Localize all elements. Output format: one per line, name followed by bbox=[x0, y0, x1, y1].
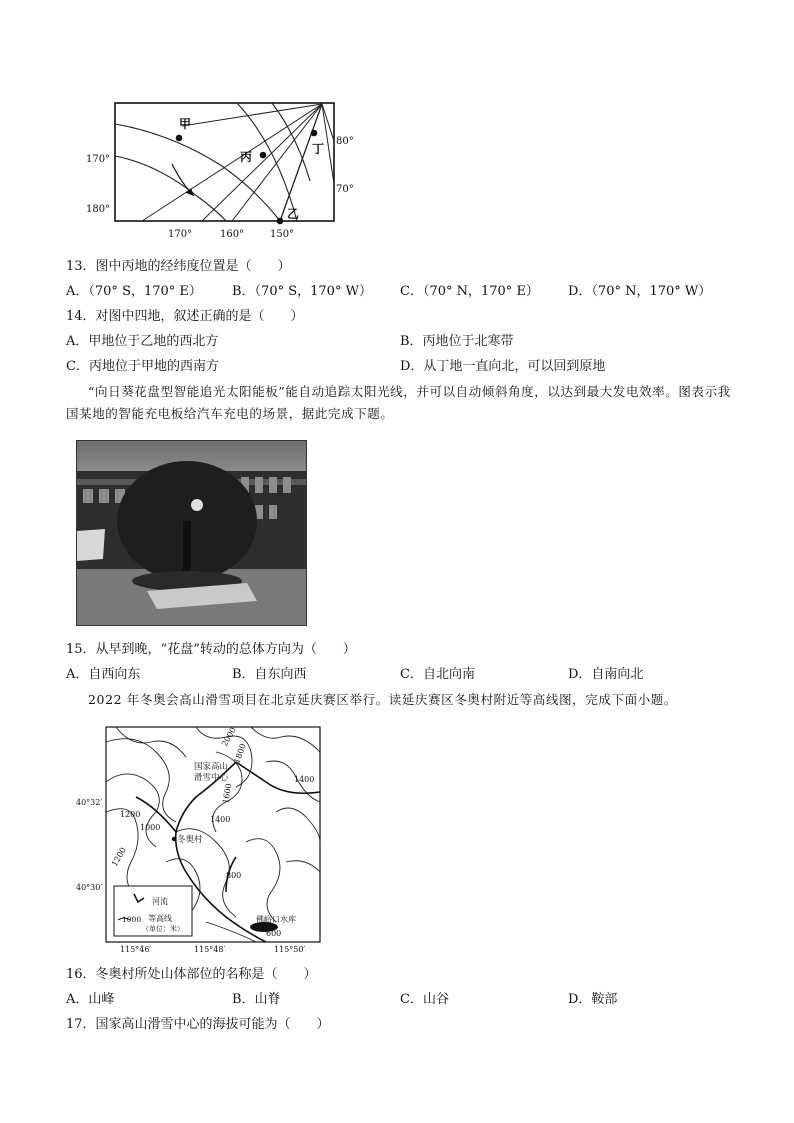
contour-label-1000: 1000 bbox=[140, 823, 161, 832]
photo-drawing bbox=[77, 441, 306, 625]
q13-stem: 13．图中丙地的经纬度位置是（ ） bbox=[66, 259, 291, 274]
label-yi: 乙 bbox=[287, 207, 300, 221]
contour-map bbox=[76, 722, 326, 954]
label-ding: 丁 bbox=[312, 142, 325, 156]
graticule-figure bbox=[82, 96, 362, 244]
point-jia bbox=[176, 135, 183, 142]
intro-paragraph-16: 2022 年冬奥会高山滑雪项目在北京延庆赛区举行。读延庆赛区冬奥村附近等高线图，完成下面小题。 bbox=[88, 692, 677, 707]
solar-panel-photo bbox=[76, 440, 307, 626]
q13-option-b: B．（70° S，170° W） bbox=[232, 284, 372, 299]
contour-label-1400: 1400 bbox=[210, 815, 231, 824]
contour-label-1800: 1800 bbox=[232, 742, 248, 765]
latitude-arc bbox=[272, 103, 310, 181]
map-label-village: 冬奥村 bbox=[177, 835, 203, 845]
q13-option-c: C．（70° N，170° E） bbox=[400, 284, 539, 299]
meridian-line bbox=[182, 104, 322, 126]
q15-option-a: A．自西向东 bbox=[66, 667, 141, 682]
contour-label-1600: 1600 bbox=[221, 782, 234, 805]
q15-option-b: B．自东向西 bbox=[232, 667, 307, 682]
legend-unit-label: （单位：米） bbox=[142, 925, 184, 933]
village-marker bbox=[172, 837, 176, 841]
contour-label-2000: 2000 bbox=[219, 725, 238, 748]
map-label-reservoir: 佛峪口水库 bbox=[256, 915, 296, 924]
lat-label-3230: 40°30′ bbox=[76, 883, 103, 892]
map-label-ski-center-1: 国家高山 bbox=[194, 762, 229, 772]
q14-option-d: D．从丁地一直向北，可以回到原地 bbox=[400, 359, 606, 374]
legend-river-label: 河流 bbox=[152, 897, 168, 906]
right-label-70: 70° bbox=[336, 184, 354, 195]
bottom-label-170: 170° bbox=[168, 229, 193, 240]
lat-label-3232: 40°32′ bbox=[76, 798, 103, 807]
meridian-line bbox=[142, 104, 325, 221]
intro-paragraph-15: “向日葵花盘型智能追光太阳能板”能自动追踪太阳光线，并可以自动倾斜角度，以达到最大发电效率。图表示我国某地的智能充电板给汽车充电的场景，据此完成下题。 bbox=[66, 384, 731, 421]
point-ding bbox=[311, 130, 318, 137]
q15-option-c: C．自北向南 bbox=[400, 667, 475, 682]
bottom-label-160: 160° bbox=[220, 229, 245, 240]
meridian-line bbox=[322, 104, 334, 141]
point-bing bbox=[260, 152, 267, 159]
contour-label-1400-b: 1400 bbox=[294, 775, 315, 784]
q14-stem: 14．对图中四地，叙述正确的是（ ） bbox=[66, 309, 304, 324]
q14-option-a: A．甲地位于乙地的西北方 bbox=[66, 334, 219, 349]
q16-option-b: B．山脊 bbox=[232, 992, 281, 1007]
q17-stem: 17．国家高山滑雪中心的海拔可能为（ ） bbox=[66, 1017, 330, 1032]
point-yi bbox=[277, 218, 284, 225]
contour-label-600: 600 bbox=[266, 929, 282, 938]
bottom-label-150: 150° bbox=[270, 229, 295, 240]
lon-label-11548: 115°48′ bbox=[194, 945, 226, 954]
q14-option-c: C．丙地位于甲地的西南方 bbox=[66, 359, 219, 374]
lon-label-11550: 115°50′ bbox=[274, 945, 306, 954]
q15-option-d: D．自南向北 bbox=[568, 667, 644, 682]
q16-option-c: C．山谷 bbox=[400, 992, 449, 1007]
latitude-arc bbox=[115, 156, 226, 221]
legend-contour-value: 1000 bbox=[122, 915, 142, 924]
left-label-180: 180° bbox=[86, 204, 111, 215]
latitude-arc bbox=[115, 124, 280, 221]
q13-option-d: D．（70° N，170° W） bbox=[568, 284, 712, 299]
map-label-ski-center-2: 滑雪中心 bbox=[194, 773, 229, 783]
q14-option-b: B．丙地位于北寒带 bbox=[400, 334, 514, 349]
legend-contour-label: 等高线 bbox=[148, 914, 172, 923]
contour-label-1200: 1200 bbox=[120, 810, 141, 819]
q16-stem: 16．冬奥村所处山体部位的名称是（ ） bbox=[66, 967, 317, 982]
contour-label-1200-b: 1200 bbox=[109, 845, 128, 868]
q16-option-d: D．鞍部 bbox=[568, 992, 618, 1007]
q16-option-a: A．山峰 bbox=[66, 992, 115, 1007]
label-bing: 丙 bbox=[240, 150, 253, 164]
left-label-170: 170° bbox=[86, 154, 111, 165]
label-jia: 甲 bbox=[179, 117, 192, 131]
contour-label-800: 800 bbox=[226, 871, 242, 880]
q13-option-a: A．（70° S，170° E） bbox=[66, 284, 202, 299]
lon-label-11546: 115°46′ bbox=[120, 945, 152, 954]
right-label-80: 80° bbox=[336, 136, 354, 147]
q15-stem: 15．从早到晚，“花盘”转动的总体方向为（ ） bbox=[66, 642, 356, 657]
meridian-line bbox=[280, 104, 325, 221]
